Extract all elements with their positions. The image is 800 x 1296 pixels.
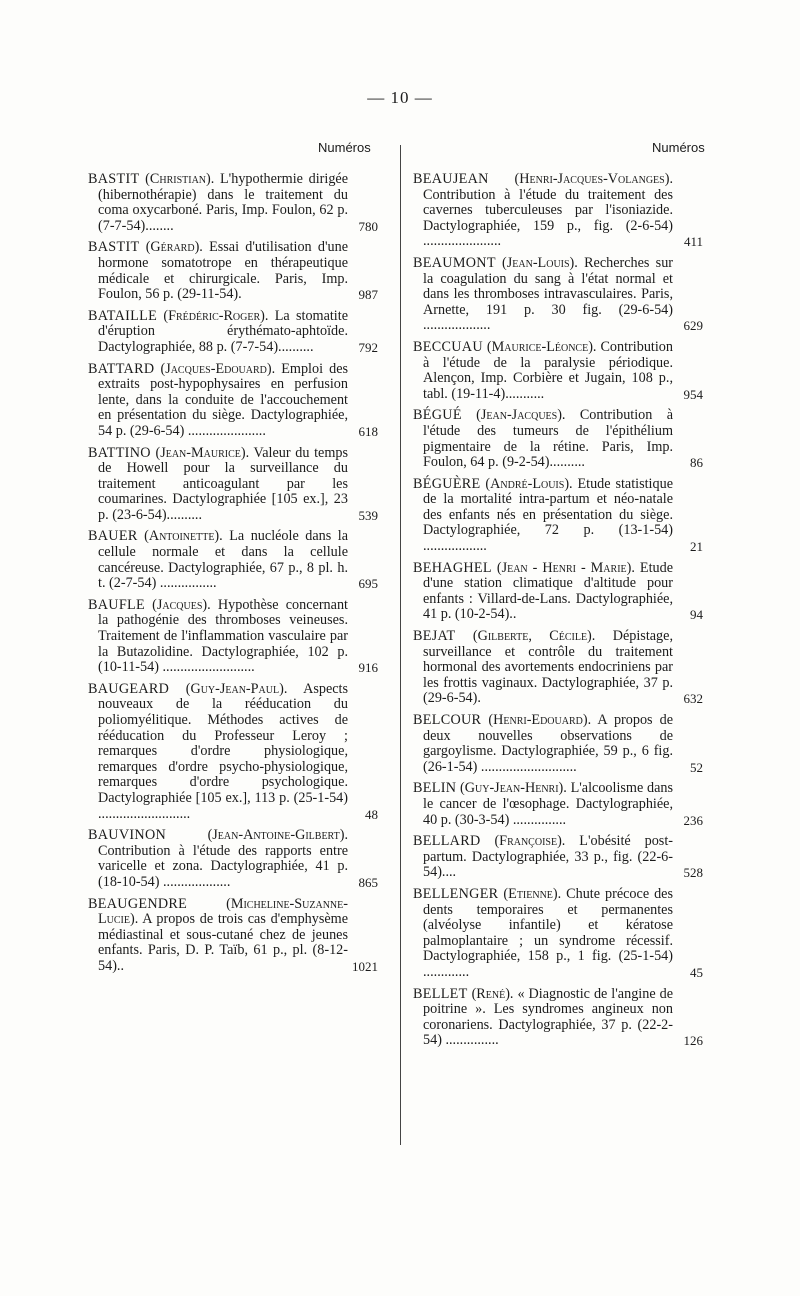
entry-text bbox=[88, 172, 348, 234]
entry-text bbox=[413, 834, 673, 881]
author-given-names: (Jean-Jacques). bbox=[476, 407, 566, 424]
author-given-names: (Maurice-Léonce). bbox=[486, 338, 597, 355]
entry-number: 1021 bbox=[352, 958, 378, 974]
bibliography-entry bbox=[88, 897, 378, 975]
author-given-names: (Guy-Jean-Paul). bbox=[185, 680, 288, 697]
entry-text bbox=[413, 408, 673, 470]
thesis-description: Contribution à l'étude des tumeurs de l'épithélium pigmentaire de la rétine. Paris, Imp. Foulon, 64 p. (9-2-54).......... bbox=[423, 407, 674, 471]
author-surname: BEAUMONT bbox=[413, 254, 496, 271]
entry-number: 618 bbox=[358, 423, 378, 439]
author-surname: BELLET bbox=[413, 985, 468, 1002]
left-column bbox=[88, 172, 378, 981]
column-divider bbox=[400, 145, 401, 1145]
bibliography-entry bbox=[88, 598, 378, 676]
entry-text bbox=[413, 561, 673, 623]
bibliography-entry bbox=[413, 987, 703, 1049]
bibliography-entry bbox=[88, 172, 378, 234]
bibliography-entry bbox=[413, 477, 703, 555]
author-surname: BÉGUÉ bbox=[413, 407, 462, 424]
bibliography-entry bbox=[88, 529, 378, 591]
author-surname: BELIN bbox=[413, 780, 457, 797]
entry-text bbox=[413, 713, 673, 775]
entry-number: 539 bbox=[358, 507, 378, 523]
entry-number: 528 bbox=[683, 865, 703, 881]
author-given-names: (Gérard). bbox=[145, 239, 203, 256]
bibliography-entry bbox=[88, 828, 378, 890]
entry-number: 45 bbox=[690, 964, 703, 980]
bibliography-entry bbox=[88, 446, 378, 524]
entry-text bbox=[88, 897, 348, 975]
author-given-names: (Henri-Jacques-Volanges). bbox=[514, 171, 673, 187]
author-surname: BÉGUÈRE bbox=[413, 475, 481, 492]
thesis-description: Emploi des extraits post-hypophysaires en perfusion lente, dans la conduite de l'accouchement en présentation du siège. Dactylographiée, 54 p. (29-6-54) ...................... bbox=[98, 360, 349, 439]
entry-text bbox=[413, 340, 673, 402]
author-surname: BATAILLE bbox=[88, 307, 158, 324]
right-column bbox=[413, 172, 703, 1055]
thesis-description: La stomatite d'éruption érythémato-aphtoïde. Dactylographiée, 88 p. (7-7-54).......... bbox=[98, 307, 348, 355]
bibliography-entry bbox=[413, 887, 703, 981]
thesis-description: Aspects nouveaux de la rééducation du poliomyélitique. Méthodes actives de rééducation du Professeur Leroy ; remarques d'ordre physiologique, remarques d'ordre psycho-physiologique, remarques d'ordre psychologique. Dactylographiée [105 ex.], 113 p. (25-1-54) .......................... bbox=[98, 680, 348, 822]
thesis-description: L'alcoolisme dans le cancer de l'œsophage. Dactylographiée, 40 p. (30-3-54) ............... bbox=[423, 780, 674, 828]
entry-number: 987 bbox=[358, 287, 378, 303]
bibliography-entry bbox=[413, 561, 703, 623]
entry-text bbox=[88, 682, 348, 822]
author-given-names: (Micheline-Suzanne-Lucie). bbox=[98, 895, 348, 928]
bibliography-entry bbox=[413, 408, 703, 470]
thesis-description: Contribution à l'étude du traitement des cavernes tuberculeuses par l'isoniazide. Dactylographiée, 159 p., fig. (2-6-54) ...................... bbox=[423, 186, 673, 250]
entry-text bbox=[413, 887, 673, 981]
entry-number: 780 bbox=[358, 218, 378, 234]
numbers-header-left: Numéros bbox=[318, 140, 371, 155]
thesis-description: La nucléole dans la cellule normale et dans la cellule cancéreuse. Dactylographiée, 67 p., 8 pl. h. t. (2-7-54) ................ bbox=[98, 528, 349, 592]
entry-text bbox=[413, 256, 673, 334]
entry-number: 629 bbox=[683, 318, 703, 334]
author-given-names: (Jacques). bbox=[152, 596, 211, 613]
thesis-description: L'hypothermie dirigée (hibernothérapie) dans le traitement du coma oxycarboné. Paris, Imp. Foulon, 62 p. (7-7-54)........ bbox=[98, 171, 349, 234]
page-number: — 10 — bbox=[367, 88, 433, 107]
entry-text bbox=[413, 629, 673, 707]
thesis-description: Essai d'utilisation d'une hormone somatotrope en thérapeutique médicale et chirurgicale. Paris, Imp. Foulon, 56 p. (29-11-54). bbox=[98, 239, 349, 303]
author-surname: BAUER bbox=[88, 528, 138, 545]
entry-number: 411 bbox=[683, 234, 703, 250]
bibliography-entry bbox=[413, 781, 703, 828]
entry-number: 94 bbox=[690, 607, 703, 623]
entry-number: 792 bbox=[358, 339, 378, 355]
thesis-description: Contribution à l'étude des rapports entre varicelle et zona. Dactylographiée, 41 p. (18-10-54) ................... bbox=[98, 842, 348, 890]
author-given-names: (André-Louis). bbox=[485, 475, 573, 492]
entry-number: 86 bbox=[690, 455, 703, 471]
author-given-names: (Guy-Jean-Henri). bbox=[460, 780, 567, 797]
author-given-names: (Jean-Maurice). bbox=[155, 444, 250, 461]
entry-number: 632 bbox=[683, 691, 703, 707]
thesis-description: Hypothèse concernant la pathogénie des thromboses veineuses. Traitement de l'inflammation vasculaire par la Butazolidine. Dactylographiée, 102 p. (10-11-54) .......................... bbox=[98, 596, 348, 676]
author-surname: BAUVINON bbox=[88, 827, 167, 844]
author-given-names: (Christian). bbox=[145, 171, 215, 187]
thesis-description: L'obésité post-partum. Dactylographiée, 33 p., fig. (22-6-54).... bbox=[423, 833, 673, 881]
author-given-names: (Jean-Louis). bbox=[502, 254, 578, 271]
author-given-names: (Jean - Henri - Marie). bbox=[496, 559, 635, 576]
entry-text bbox=[88, 309, 348, 356]
author-surname: BAUGEARD bbox=[88, 680, 170, 697]
thesis-description: Contribution à l'étude de la paralysie périodique. Alençon, Imp. Corbière et Jugain, 108 p., tabl. (19-11-4)........... bbox=[423, 338, 673, 402]
author-surname: BEJAT bbox=[413, 628, 456, 645]
entry-text bbox=[88, 446, 348, 524]
author-surname: BELLENGER bbox=[413, 885, 499, 902]
thesis-description: Valeur du temps de Howell pour la surveillance du traitement anticoagulant par les coumarines. Dactylographiée [105 ex.], 23 p. (23-6-54).......... bbox=[98, 444, 349, 523]
author-surname: BEHAGHEL bbox=[413, 559, 492, 576]
author-surname: BASTIT bbox=[88, 239, 140, 256]
thesis-description: « Diagnostic de l'angine de poitrine ». Les syndromes angineux non coronariens. Dactylographiée, 37 p. (22-2-54) ............... bbox=[423, 985, 673, 1049]
entry-text bbox=[413, 172, 673, 250]
entry-text bbox=[88, 362, 348, 440]
bibliography-entry bbox=[88, 682, 378, 822]
author-surname: BELCOUR bbox=[413, 712, 482, 728]
thesis-description: Chute précoce des dents temporaires et permanentes (alvéolyse infantile) et kératose palmoplantaire ; un syndrome récessif. Dactylographiée, 158 p., 1 fig. (25-1-54) ............. bbox=[423, 885, 673, 980]
author-surname: BEAUJEAN bbox=[413, 171, 489, 187]
entry-text bbox=[88, 828, 348, 890]
entry-number: 21 bbox=[690, 539, 703, 555]
entry-number: 126 bbox=[683, 1033, 703, 1049]
author-surname: BATTINO bbox=[88, 444, 151, 461]
thesis-description: Recherches sur la coagulation du sang à l'état normal et dans les thromboses intravasculaires. Paris, Arnette, 191 p. 30 fig. (29-6-54) ................... bbox=[423, 254, 674, 334]
entry-text bbox=[88, 529, 348, 591]
bibliography-entry bbox=[413, 629, 703, 707]
author-surname: BEAUGENDRE bbox=[88, 895, 188, 912]
thesis-description: A propos de deux nouvelles observations de gargoylisme. Dactylographiée, 59 p., 6 fig. (26-1-54) ........................... bbox=[423, 712, 674, 775]
entry-text bbox=[413, 987, 673, 1049]
entry-number: 916 bbox=[358, 660, 378, 676]
author-surname: BASTIT bbox=[88, 171, 140, 187]
author-given-names: (Gilberte, Cécile). bbox=[472, 628, 596, 645]
bibliography-entry bbox=[413, 834, 703, 881]
thesis-description: Etude statistique de la mortalité intra-partum et néo-natale des enfants nés en présentation du siège. Dactylographiée, 72 p. (13-1-54) .................. bbox=[423, 475, 673, 555]
numbers-header-right: Numéros bbox=[652, 140, 705, 155]
author-given-names: (Henri-Edouard). bbox=[488, 712, 592, 728]
author-given-names: (René). bbox=[471, 985, 514, 1002]
author-given-names: (Etienne). bbox=[503, 885, 562, 902]
entry-number: 236 bbox=[683, 812, 703, 828]
bibliography-entry bbox=[88, 362, 378, 440]
entry-number: 48 bbox=[365, 806, 378, 822]
author-given-names: (Frédéric-Roger). bbox=[163, 307, 269, 324]
author-surname: BECCUAU bbox=[413, 338, 483, 355]
entry-text bbox=[413, 477, 673, 555]
author-surname: BAUFLE bbox=[88, 596, 145, 613]
bibliography-entry bbox=[413, 340, 703, 402]
author-given-names: (Antoinette). bbox=[144, 528, 223, 545]
entry-text bbox=[413, 781, 673, 828]
entry-number: 865 bbox=[358, 874, 378, 890]
author-surname: BELLARD bbox=[413, 833, 481, 850]
entry-number: 954 bbox=[683, 386, 703, 402]
thesis-description: Dépistage, surveillance et contrôle du traitement hormonal des avortements endocriniens par les frottis vaginaux. Dactylographiée, 37 p. (29-6-54). bbox=[423, 628, 673, 707]
bibliography-entry bbox=[413, 172, 703, 250]
entry-number: 695 bbox=[358, 576, 378, 592]
author-given-names: (Jean-Antoine-Gilbert). bbox=[207, 827, 348, 844]
author-surname: BATTARD bbox=[88, 360, 155, 377]
bibliography-entry bbox=[88, 240, 378, 302]
entry-text bbox=[88, 598, 348, 676]
author-given-names: (Françoise). bbox=[494, 833, 566, 850]
entry-text bbox=[88, 240, 348, 302]
author-given-names: (Jacques-Edouard). bbox=[160, 360, 276, 377]
thesis-description: A propos de trois cas d'emphysème médiastinal et sous-cutané chez de jeunes enfants. Paris, D. P. Taïb, 61 p., pl. (8-12-54).. bbox=[98, 911, 349, 974]
bibliography-entry bbox=[413, 256, 703, 334]
bibliography-entry bbox=[88, 309, 378, 356]
entry-number: 52 bbox=[690, 759, 703, 775]
bibliography-entry bbox=[413, 713, 703, 775]
thesis-description: Etude d'une station climatique d'altitude pour enfants : Villard-de-Lans. Dactylographiée, 41 p. (10-2-54).. bbox=[423, 559, 673, 623]
